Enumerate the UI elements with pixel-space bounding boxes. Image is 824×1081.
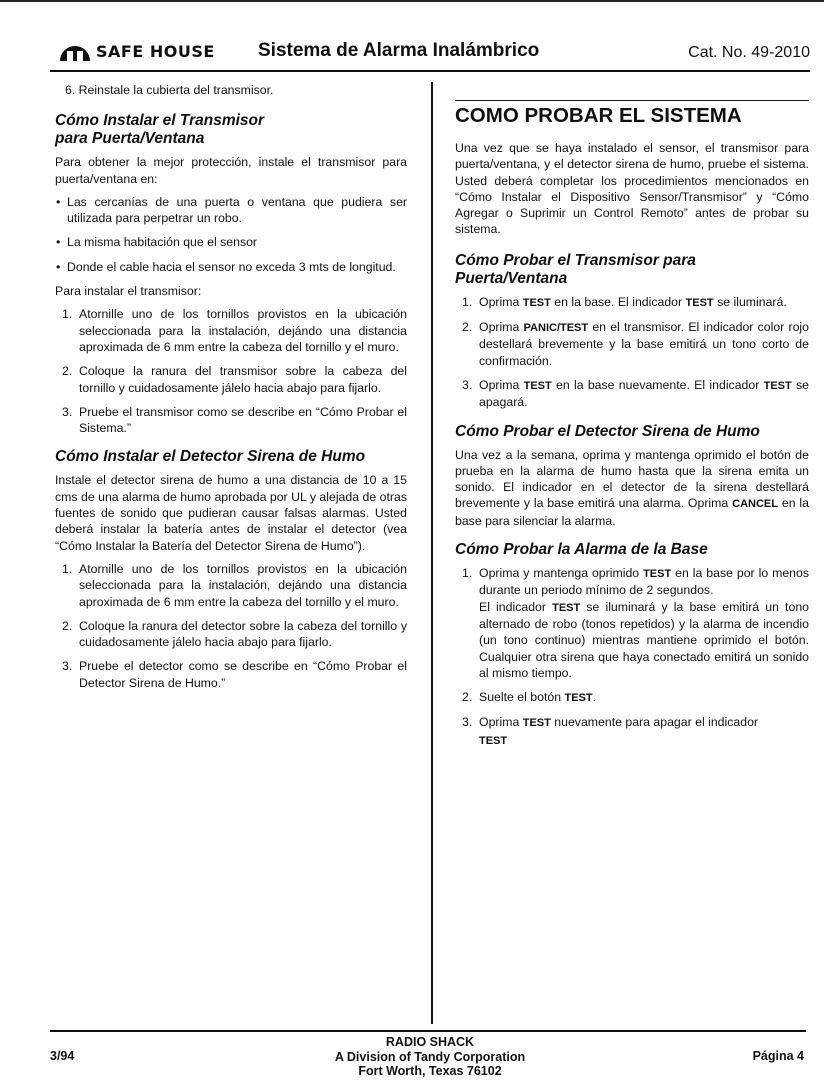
numbered-list [55, 561, 407, 691]
text: Una vez a la semana, oprima y mantenga oprimido el botón de prueba en la alarma de humo hasta que la sirena emita un sonido. El indicador en el detector de la sirena destellará brevemente y la base emitirá una alarma. Oprima [455, 447, 809, 511]
section-heading-test-base-alarm: Cómo Probar la Alarma de la Base [455, 541, 708, 559]
keyword: TEST [522, 717, 551, 730]
item-text: Suelte el botón [479, 690, 565, 705]
item-text: Atornille uno de los tornillos provistos en la ubicación seleccionada para la instalación, dejándo una distancia aproximada de 6 mm entre la cabeza del tornillo y el muro. [79, 561, 407, 609]
item-number: 3. [462, 377, 473, 392]
heading-line-1: Cómo Instalar el Transmisor [55, 112, 265, 130]
main-section-heading: COMO PROBAR EL SISTEMA [455, 104, 742, 127]
catalog-number: Cat. No. 49-2010 [688, 44, 810, 61]
numbered-list [455, 565, 809, 749]
item-text: en la base. El indicador [550, 294, 686, 309]
paragraph: Instale el detector sirena de humo a una distancia de 10 a 15 cms de una alarma de humo aprobada por UL y alejada de otras fuentes de sonido que pudieran causar falsas alarmas. Usted deberá instalar la batería antes de instalar el detector (vea “Cómo Instalar la Batería del Detector Sirena de Humo”). [55, 473, 407, 553]
section-heading-install-detector: Cómo Instalar el Detector Sirena de Humo [55, 448, 366, 466]
item-text: . [592, 690, 597, 705]
keyword: TEST [564, 692, 593, 705]
publisher-address: Fort Worth, Texas 76102 [358, 1064, 502, 1078]
publisher-name: RADIO SHACK [385, 1035, 475, 1049]
list-item [455, 714, 809, 749]
list-item [55, 561, 407, 610]
paragraph [455, 447, 809, 529]
keyword: PANIC/TEST [523, 322, 589, 335]
section-heading-test-detector: Cómo Probar el Detector Sirena de Humo [455, 422, 760, 440]
left-column [55, 82, 407, 699]
footer-publisher [250, 1035, 610, 1079]
heading-line-2: para Puerta/Ventana [55, 130, 205, 148]
footer-rule [50, 1030, 806, 1032]
list-item [55, 618, 407, 651]
column-divider [431, 82, 433, 1024]
paragraph: Para instalar el transmisor: [55, 284, 202, 299]
item-number: 1. [462, 294, 473, 309]
item-subparagraph [479, 599, 809, 681]
house-logo-icon [58, 39, 92, 63]
keyword: TEST [685, 296, 714, 309]
keyword: TEST [763, 379, 792, 392]
right-column [455, 82, 809, 757]
item-text: se iluminará. [713, 294, 787, 309]
text: en la base para silenciar la alarma. [455, 496, 809, 528]
brand-logo [58, 38, 215, 64]
item-text: Oprima [479, 377, 524, 392]
item-text: nuevamente para apagar el indicador [550, 715, 758, 730]
item-text: Pruebe el detector como se describe en “Cómo Probar el Detector Sirena de Humo.” [79, 659, 407, 690]
heading-line-2: Puerta/Ventana [455, 269, 568, 287]
keyword: TEST [552, 601, 581, 614]
list-item [55, 306, 407, 355]
item-text: Oprima y mantenga oprimido [479, 566, 644, 581]
list-item [55, 658, 407, 691]
heading-rule [455, 100, 809, 101]
list-item: • Las cercanías de una puerta o ventana que pudiera ser utilizada para perpetrar un robo. [55, 194, 407, 227]
item-number: 3. [62, 404, 73, 419]
numbered-list [55, 306, 407, 436]
keyword: TEST [479, 734, 508, 747]
page-number: Página 4 [752, 1049, 804, 1063]
list-item [455, 294, 809, 311]
list-item [455, 377, 809, 411]
list-item: • Donde el cable hacia el sensor no exceda 3 mts de longitud. [55, 259, 407, 275]
brand-name: SAFE HOUSE [96, 41, 215, 61]
item-number: 3. [462, 715, 473, 730]
item-number: 1. [62, 561, 73, 576]
item-text: en la base por lo menos durante un periodo mínimo de 2 segundos. [479, 566, 809, 598]
item-text: Oprima [479, 294, 523, 309]
keyword: TEST [522, 296, 551, 309]
list-item [455, 689, 809, 706]
keyword: TEST [523, 379, 552, 392]
numbered-list [455, 294, 809, 411]
item-text: Coloque la ranura del transmisor sobre la cabeza del tornillo y cuidadosamente jálelo hacia abajo para fijarlo. [79, 364, 407, 395]
list-item: • La misma habitación que el sensor [55, 234, 407, 250]
item-text: Atornille uno de los tornillos provistos en la ubicación seleccionada para la instalación, dejándo una distancia aproximada de 6 mm entre la cabeza del tornillo y el muro. [79, 307, 407, 354]
paragraph: Para obtener la mejor protección, instale el transmisor para puerta/ventana en: [55, 155, 407, 186]
top-border [0, 0, 824, 2]
item-text: Oprima [479, 320, 524, 335]
footer-date: 3/94 [50, 1049, 75, 1063]
list-item [55, 363, 407, 396]
document-title: Sistema de Alarma Inalámbrico [258, 40, 540, 61]
item-text: Oprima [479, 715, 523, 730]
item-number: 1. [62, 307, 73, 322]
text: se iluminará y la base emitirá un tono alternado de robo (tonos repetidos) y la alarma de incendio (un tono continuo) mientras mantiene oprimido el botón. Cualquier otra sirena que haya conectado emitirá un sonido al mismo tiempo. [479, 599, 809, 680]
keyword: TEST [643, 568, 672, 581]
paragraph: Una vez que se haya instalado el sensor, el transmisor para puerta/ventana, y el detector sirena de humo, pruebe el sistema. Usted deberá completar los procedimientos mencionados en “Cómo Instalar el Dispositivo Sensor/Transmisor” y “Cómo Agregar o Suprimir un Control Remoto” antes de probar su sistema. [455, 141, 809, 237]
bullet-list [55, 194, 407, 275]
section-heading-install-transmitter [55, 112, 407, 148]
item-number: 1. [462, 566, 473, 581]
item-text: en la base nuevamente. El indicador [551, 377, 764, 392]
keyword: CANCEL [732, 498, 778, 511]
step-6: 6. Reinstale la cubierta del transmisor. [65, 83, 274, 97]
list-item [55, 404, 407, 437]
list-item [455, 319, 809, 369]
publisher-division: A Division of Tandy Corporation [334, 1049, 526, 1064]
header-rule [50, 70, 810, 72]
item-number: 2. [462, 320, 473, 335]
list-item [455, 565, 809, 681]
item-text: Pruebe el transmisor como se describe en “Cómo Probar el Sistema.” [79, 404, 407, 436]
page-header [58, 38, 810, 66]
item-text: Coloque la ranura del detector sobre la cabeza del tornillo y cuidadosamente jálelo hacia abajo para fijarlo. [79, 618, 407, 650]
item-number: 2. [62, 618, 73, 633]
heading-line-1: Cómo Probar el Transmisor para [455, 251, 696, 269]
item-text: en el transmisor. El indicador color rojo destellará brevemente y la base emitirá un tono corto de confirmación. [479, 320, 809, 368]
item-number: 2. [462, 690, 473, 705]
item-number: 3. [62, 659, 73, 674]
item-number: 2. [62, 364, 73, 379]
section-heading-test-transmitter [455, 252, 809, 288]
item-text: se apagará. [479, 377, 810, 410]
text: El indicador [479, 599, 553, 614]
